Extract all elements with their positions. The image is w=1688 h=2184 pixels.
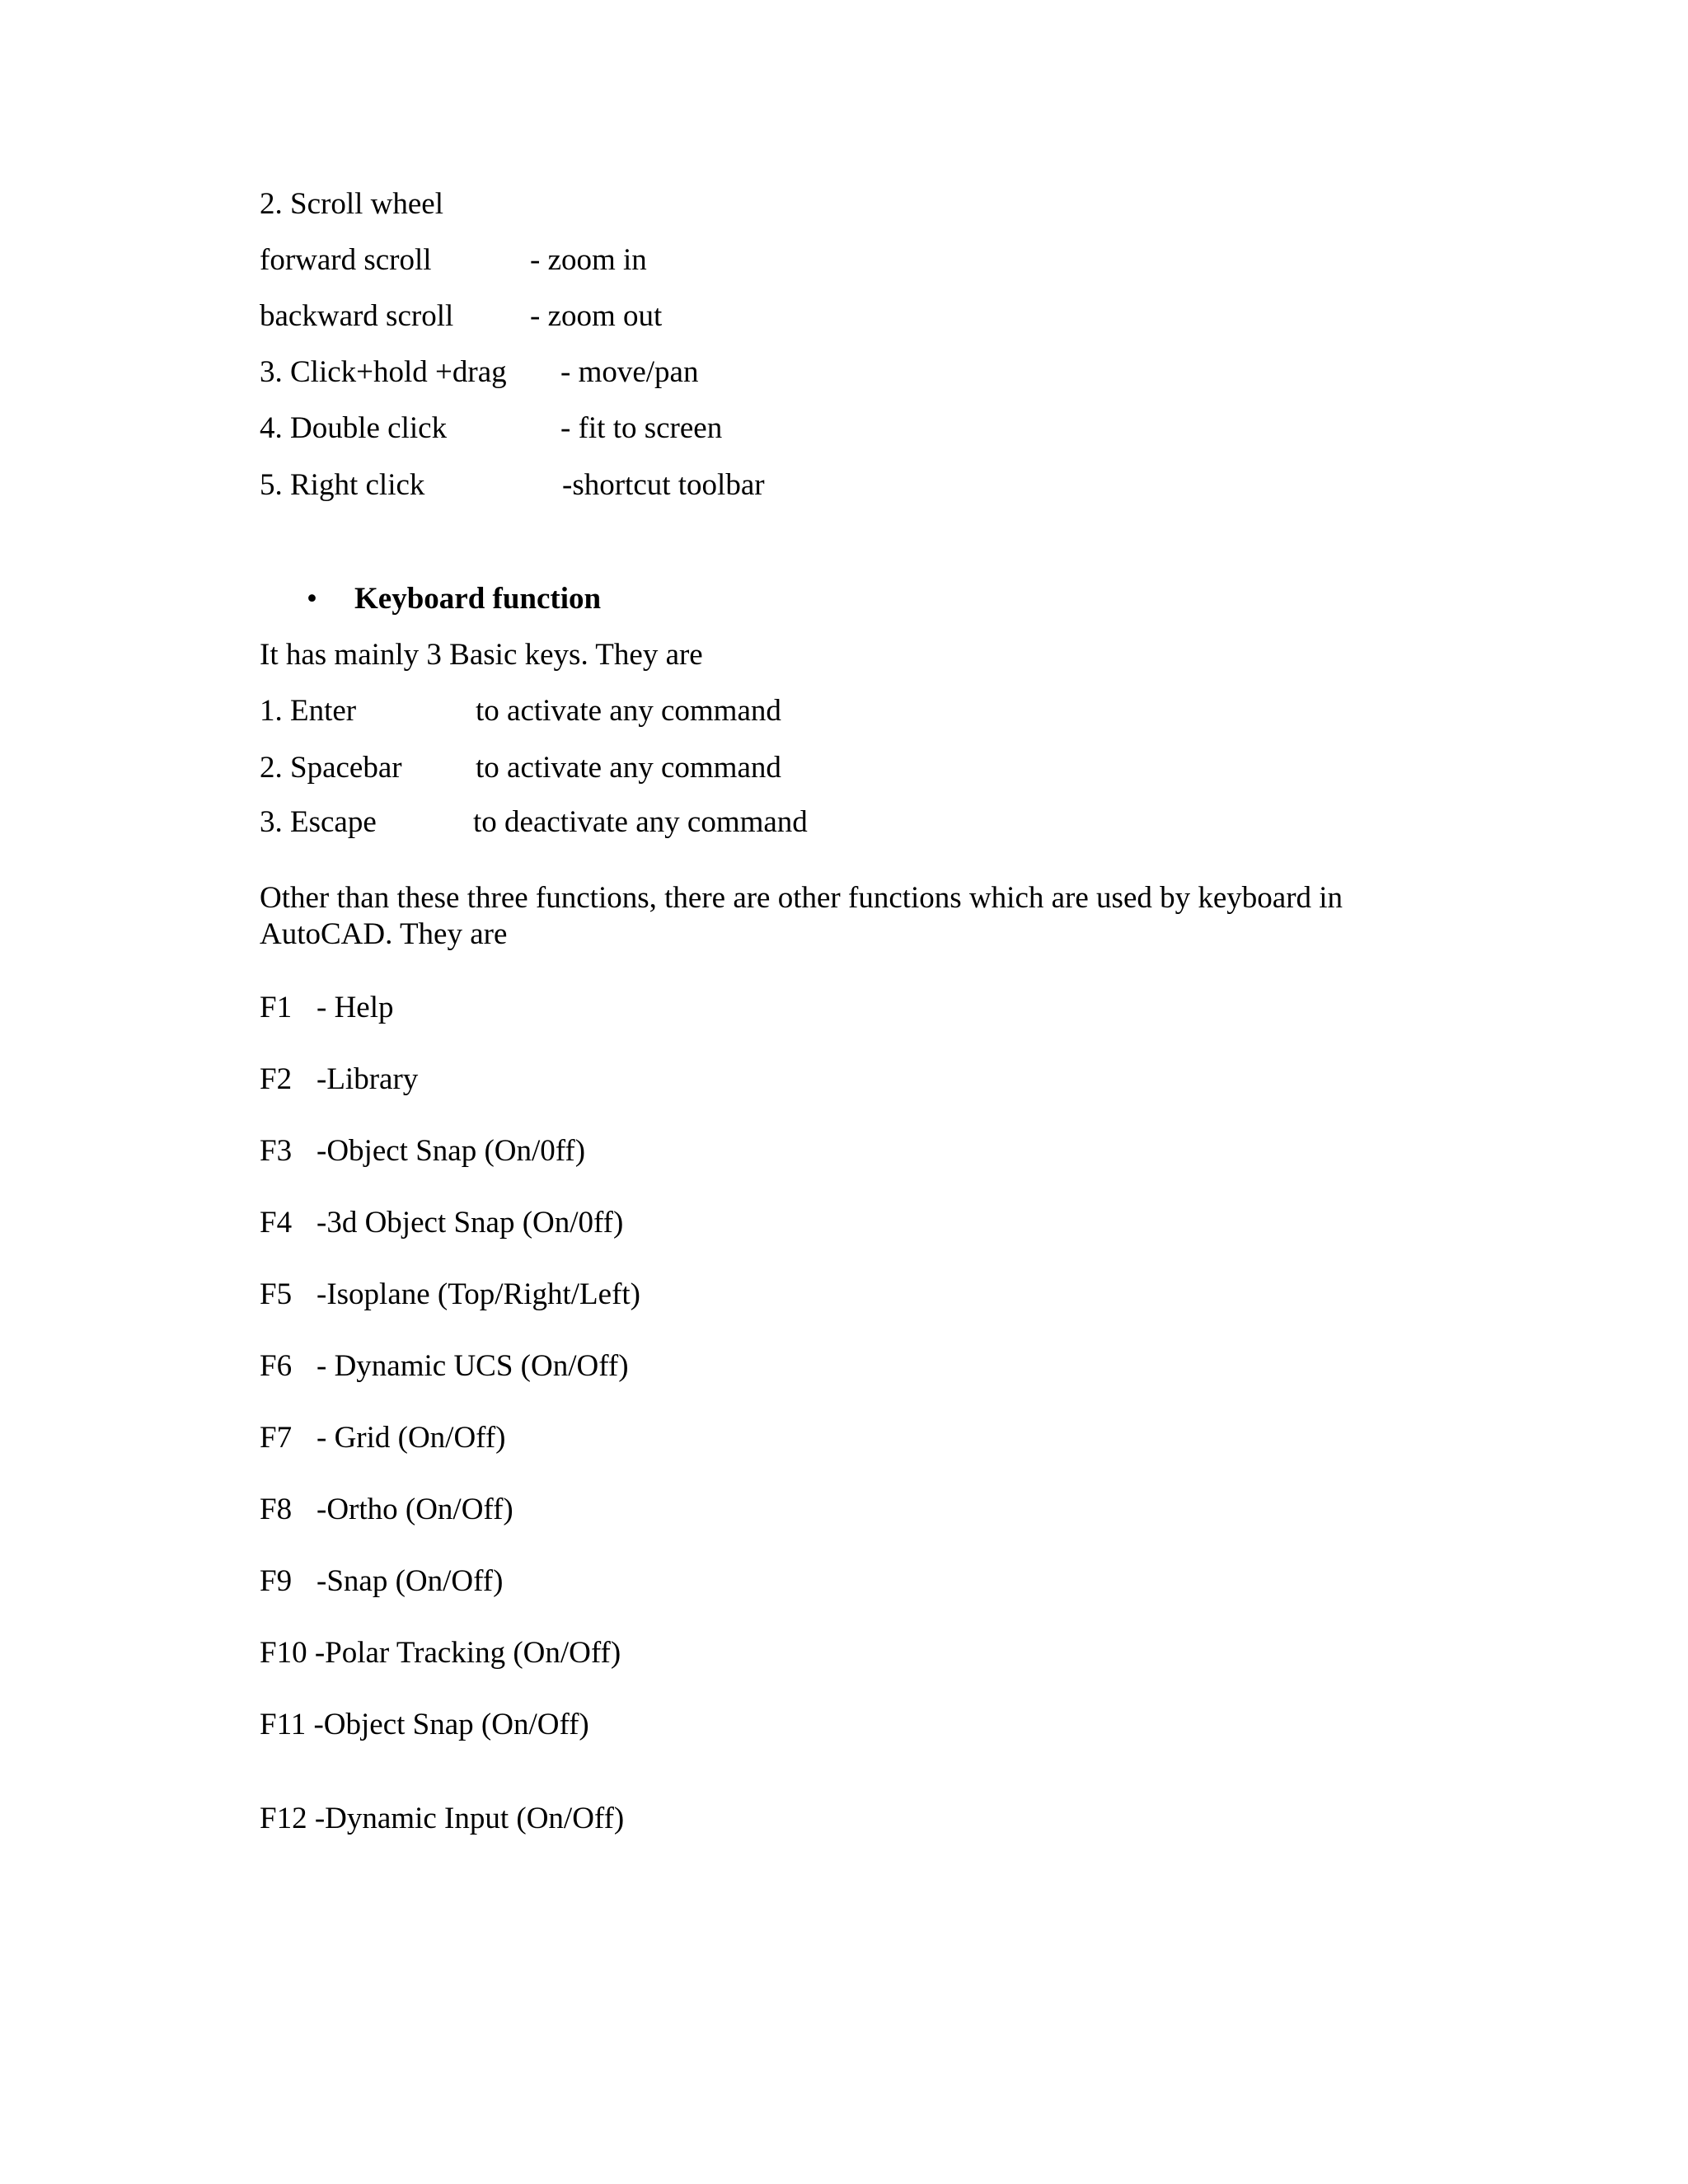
function-key-desc: -Object Snap (On/Off) <box>313 1708 589 1741</box>
function-key-name: F5 <box>260 1277 293 1311</box>
mouse-row-action: backward scroll <box>260 299 454 333</box>
function-key-name: F1 <box>260 991 293 1024</box>
mouse-row-action: 5. Right click <box>260 468 425 502</box>
mouse-row-desc: - move/pan <box>560 355 699 389</box>
function-key-row <box>260 1491 513 1529</box>
function-key-desc: - Grid (On/Off) <box>316 1421 506 1455</box>
function-key-name: F3 <box>260 1134 293 1168</box>
function-key-name: F6 <box>260 1349 293 1383</box>
function-key-row <box>260 1132 585 1170</box>
basic-key-name: 3. Escape <box>260 805 377 839</box>
function-key-desc: -3d Object Snap (On/0ff) <box>316 1206 624 1240</box>
function-key-row <box>260 1204 623 1242</box>
keyboard-function-heading <box>307 580 601 618</box>
mouse-row-action: forward scroll <box>260 243 432 277</box>
function-key-desc: - Dynamic UCS (On/Off) <box>316 1349 629 1383</box>
keyboard-intro: It has mainly 3 Basic keys. They are <box>260 638 703 672</box>
mouse-row-action: 3. Click+hold +drag <box>260 355 507 389</box>
mouse-row-desc: - zoom out <box>530 299 663 333</box>
mouse-row-action: 4. Double click <box>260 411 448 445</box>
function-key-name: F8 <box>260 1493 293 1526</box>
function-key-desc: -Isoplane (Top/Right/Left) <box>316 1277 640 1311</box>
heading-text: Keyboard function <box>354 582 602 616</box>
basic-key-name: 2. Spacebar <box>260 751 402 785</box>
function-key-row <box>260 1347 629 1385</box>
function-key-name: F10 <box>260 1636 307 1670</box>
function-key-row <box>260 1634 621 1672</box>
function-key-desc: -Library <box>316 1062 419 1096</box>
function-key-row <box>260 1061 418 1099</box>
function-key-row <box>260 1563 503 1601</box>
function-key-name: F12 <box>260 1802 307 1835</box>
function-key-name: F4 <box>260 1206 293 1240</box>
function-key-desc: - Help <box>316 991 394 1024</box>
basic-key-name: 1. Enter <box>260 694 357 728</box>
other-functions-paragraph: Other than these three functions, there are other functions which are used by keyboard in AutoCAD. They are <box>260 881 1343 951</box>
function-key-row <box>260 1419 505 1457</box>
basic-key-desc: to activate any command <box>476 751 781 785</box>
function-key-desc: -Ortho (On/Off) <box>316 1493 513 1526</box>
function-key-name: F9 <box>260 1564 293 1598</box>
function-key-desc: -Dynamic Input (On/Off) <box>314 1802 625 1835</box>
function-key-row <box>260 1276 640 1314</box>
mouse-row-desc: - fit to screen <box>560 411 723 445</box>
function-key-desc: -Snap (On/Off) <box>316 1564 504 1598</box>
function-key-name: F2 <box>260 1062 293 1096</box>
basic-key-desc: to deactivate any command <box>473 805 808 839</box>
function-key-row <box>260 1706 589 1744</box>
bullet-icon: • <box>307 582 317 616</box>
scroll-wheel-heading: 2. Scroll wheel <box>260 187 443 221</box>
basic-key-desc: to activate any command <box>476 694 781 728</box>
function-key-desc: -Object Snap (On/0ff) <box>316 1134 586 1168</box>
mouse-row-desc: - zoom in <box>530 243 647 277</box>
function-key-row <box>260 1800 624 1838</box>
function-key-desc: -Polar Tracking (On/Off) <box>314 1636 621 1670</box>
mouse-row-desc: -shortcut toolbar <box>562 468 765 502</box>
function-key-row <box>260 989 394 1027</box>
function-key-name: F7 <box>260 1421 293 1455</box>
function-key-name: F11 <box>260 1708 307 1741</box>
